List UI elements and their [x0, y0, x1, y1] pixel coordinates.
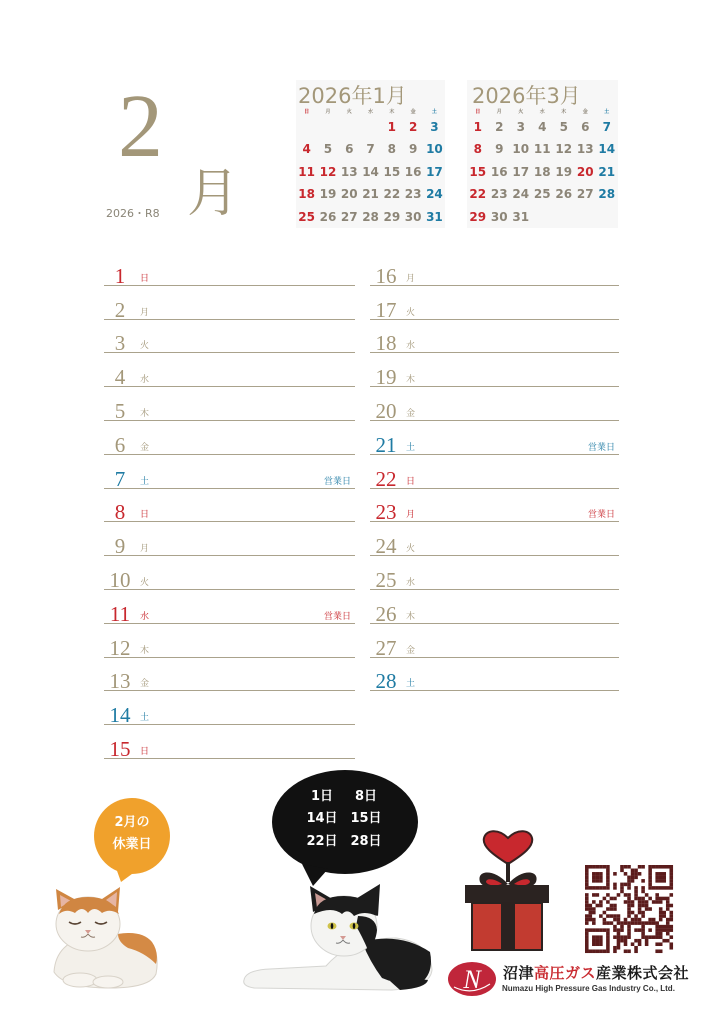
day-weekday: 火 — [406, 544, 416, 555]
day-weekday: 日 — [140, 510, 150, 521]
mini-day: 24 — [426, 187, 443, 202]
mini-day: 9 — [408, 142, 418, 157]
mini-day: 14 — [598, 142, 616, 157]
mini-day: 17 — [426, 164, 443, 179]
mini-day-empty — [553, 206, 575, 229]
mini-day: 1 — [473, 119, 482, 134]
mini-day: 10 — [512, 142, 530, 157]
month-number: 2 — [118, 77, 163, 176]
day-weekday: 火 — [406, 307, 416, 318]
day-row — [104, 624, 355, 658]
day-weekday: 火 — [140, 577, 150, 588]
day-number: 4 — [114, 365, 126, 390]
mini-day: 27 — [340, 209, 358, 224]
mini-day: 22 — [469, 187, 487, 202]
mini-weekday-header: 火 — [346, 109, 352, 115]
day-number: 2 — [114, 297, 126, 322]
day-row — [370, 353, 619, 390]
company-name — [503, 964, 689, 982]
mini-day: 27 — [576, 187, 594, 202]
day-row — [104, 658, 355, 692]
mini-day: 31 — [426, 209, 443, 224]
day-row — [104, 590, 355, 624]
mini-week-row — [467, 206, 618, 229]
mini-week-row — [296, 161, 445, 184]
day-number: 20 — [375, 398, 397, 423]
mini-day: 15 — [383, 164, 401, 179]
mini-day: 11 — [298, 164, 315, 179]
mini-weekday-header: 金 — [410, 109, 416, 115]
mini-week-row — [467, 183, 618, 206]
mini-week-row — [296, 138, 445, 161]
business-day-note: 営業日 — [587, 442, 615, 453]
day-number: 3 — [114, 331, 126, 356]
day-row — [370, 624, 619, 658]
day-number: 11 — [109, 601, 131, 626]
mini-day: 8 — [387, 142, 397, 157]
mini-week-row — [296, 183, 445, 206]
day-weekday: 土 — [406, 679, 416, 690]
mini-day: 25 — [298, 209, 315, 224]
day-row — [370, 286, 619, 320]
mini-day: 30 — [490, 209, 508, 224]
day-weekday: 月 — [406, 273, 416, 284]
company-name-part: 沼津 — [503, 964, 535, 982]
mini-day-empty — [317, 116, 338, 139]
mini-day: 10 — [426, 142, 443, 157]
day-weekday: 水 — [140, 375, 150, 386]
mini-day: 13 — [340, 164, 358, 179]
closed-day: 15日 — [350, 811, 382, 827]
day-number: 9 — [114, 534, 126, 559]
mini-day: 16 — [404, 164, 422, 179]
day-number: 26 — [375, 601, 397, 626]
gift-heart-icon — [462, 826, 552, 954]
mini-day: 8 — [473, 142, 482, 157]
day-weekday: 金 — [140, 679, 150, 690]
mini-calendar-grid — [467, 116, 618, 229]
mini-day: 2 — [495, 119, 504, 134]
day-row — [104, 252, 355, 286]
day-row — [370, 320, 619, 354]
mini-weekday-header: 土 — [604, 109, 610, 115]
mini-day: 18 — [533, 164, 551, 179]
mini-day: 3 — [516, 119, 525, 134]
day-row — [370, 658, 619, 692]
closed-days-label-line: 2月の — [114, 815, 150, 830]
mini-calendar-grid — [296, 116, 445, 229]
mini-day: 1 — [387, 119, 397, 134]
mini-day: 21 — [362, 187, 379, 202]
day-weekday: 土 — [406, 442, 416, 453]
business-day-note: 営業日 — [323, 611, 351, 622]
closed-day: 22日 — [306, 833, 338, 849]
mini-day: 13 — [576, 142, 594, 157]
day-row — [370, 556, 619, 590]
mini-day: 14 — [362, 164, 379, 179]
day-row — [104, 455, 355, 489]
day-number: 13 — [109, 669, 131, 694]
day-weekday: 土 — [140, 713, 150, 724]
day-number: 1 — [114, 263, 126, 288]
cat-black-white-icon — [240, 880, 435, 992]
company-name-part-highlight: 高圧ガス — [534, 964, 597, 982]
mini-day: 6 — [345, 142, 354, 157]
mini-weekday-header: 水 — [539, 109, 545, 115]
mini-day: 28 — [598, 187, 616, 202]
day-row — [104, 421, 355, 455]
day-number: 15 — [109, 736, 131, 761]
day-weekday: 月 — [406, 510, 416, 521]
day-weekday: 土 — [140, 476, 150, 487]
day-row — [104, 286, 355, 320]
company-name-english: Numazu High Pressure Gas Industry Co., Ltd. — [502, 984, 675, 993]
day-weekday: 火 — [140, 341, 150, 352]
day-number: 16 — [375, 263, 397, 288]
mini-day: 25 — [533, 187, 551, 202]
mini-day: 20 — [576, 164, 594, 179]
day-number: 8 — [114, 500, 126, 525]
closed-days-row — [290, 831, 400, 854]
closed-days-row — [290, 808, 400, 831]
mini-weekday-header: 木 — [389, 109, 395, 115]
day-weekday: 水 — [140, 611, 150, 622]
mini-day: 5 — [559, 119, 568, 134]
mini-day-empty — [360, 116, 381, 139]
mini-day: 30 — [404, 209, 422, 224]
day-number: 7 — [114, 466, 126, 491]
day-row — [370, 455, 619, 489]
day-row — [370, 252, 619, 286]
mini-day: 3 — [430, 119, 439, 134]
day-number: 19 — [375, 365, 397, 390]
day-row — [370, 522, 619, 559]
mini-week-row — [296, 206, 445, 229]
company-logo-icon — [446, 960, 498, 998]
day-weekday: 日 — [406, 476, 416, 487]
mini-day-empty — [339, 116, 360, 139]
day-row — [370, 421, 619, 455]
mini-day-empty — [296, 116, 317, 139]
day-number: 18 — [375, 331, 397, 356]
mini-calendar-january — [296, 80, 445, 228]
closed-day: 28日 — [350, 833, 382, 849]
mini-day: 23 — [490, 187, 508, 202]
day-weekday: 日 — [140, 746, 150, 757]
mini-day: 19 — [319, 187, 337, 202]
mini-weekday-header: 火 — [518, 109, 524, 115]
mini-day: 26 — [319, 209, 337, 224]
day-number: 28 — [375, 669, 397, 694]
mini-day: 20 — [340, 187, 358, 202]
day-number: 27 — [375, 635, 397, 660]
day-number: 17 — [375, 297, 397, 322]
mini-day: 18 — [298, 187, 315, 202]
mini-day: 22 — [383, 187, 401, 202]
day-row — [104, 489, 355, 523]
mini-weekday-header: 月 — [325, 109, 331, 115]
mini-day: 9 — [495, 142, 504, 157]
day-weekday: 金 — [406, 645, 416, 656]
day-weekday: 木 — [140, 645, 150, 656]
year-label: 2026・R8 — [106, 207, 160, 220]
day-weekday: 木 — [140, 408, 150, 419]
cat-orange-white-icon — [46, 880, 162, 992]
mini-day-empty — [532, 206, 554, 229]
mini-day: 12 — [555, 142, 573, 157]
business-day-note: 営業日 — [587, 510, 615, 521]
day-row — [104, 556, 355, 590]
day-number: 6 — [114, 432, 126, 457]
mini-weekday-header: 日 — [475, 109, 481, 115]
mini-day: 19 — [555, 164, 573, 179]
closed-day: 1日 — [310, 788, 334, 804]
mini-day: 29 — [469, 209, 487, 224]
mini-day: 5 — [323, 142, 333, 157]
mini-day: 26 — [555, 187, 573, 202]
day-weekday: 日 — [140, 273, 150, 284]
day-number: 14 — [109, 703, 131, 728]
mini-day: 7 — [602, 119, 611, 134]
mini-day: 16 — [490, 164, 508, 179]
mini-day: 29 — [383, 209, 401, 224]
day-number: 5 — [114, 398, 126, 423]
closed-days-label — [94, 812, 170, 856]
day-weekday: 金 — [406, 408, 416, 419]
mini-calendar-march — [467, 80, 618, 228]
day-row — [104, 691, 355, 728]
day-row — [370, 590, 619, 624]
mini-calendar-title: 2026年1月 — [298, 84, 407, 108]
mini-day: 4 — [538, 119, 547, 134]
day-weekday: 金 — [140, 442, 150, 453]
mini-day: 21 — [598, 164, 616, 179]
day-number: 24 — [375, 534, 397, 559]
mini-week-row — [467, 161, 618, 184]
mini-weekday-header: 月 — [496, 109, 502, 115]
closed-days-row — [290, 786, 400, 809]
day-weekday: 月 — [140, 307, 150, 318]
closed-day: 14日 — [306, 811, 338, 827]
day-weekday: 水 — [406, 577, 416, 588]
business-day-note: 営業日 — [323, 476, 351, 487]
day-weekday: 木 — [406, 611, 416, 622]
mini-day: 28 — [362, 209, 379, 224]
day-row — [104, 725, 355, 759]
month-kanji: 月 — [187, 164, 240, 224]
mini-day: 12 — [319, 164, 337, 179]
qr-code-icon — [584, 864, 674, 954]
mini-day: 4 — [302, 142, 311, 157]
mini-week-row — [467, 138, 618, 161]
mini-day-empty — [596, 206, 618, 229]
mini-day: 6 — [581, 119, 590, 134]
day-row — [370, 387, 619, 421]
closed-day: 8日 — [354, 788, 378, 804]
closed-days-list — [290, 786, 400, 854]
day-row — [104, 353, 355, 390]
mini-calendar-title: 2026年3月 — [472, 84, 581, 108]
day-number: 10 — [109, 567, 131, 592]
day-weekday: 月 — [140, 544, 150, 555]
schedule-column-left — [104, 252, 355, 759]
mini-day-empty — [575, 206, 597, 229]
mini-day: 31 — [512, 209, 530, 224]
day-number: 12 — [109, 635, 131, 660]
day-weekday: 木 — [406, 375, 416, 386]
day-row — [104, 387, 355, 421]
day-number: 23 — [375, 500, 397, 525]
mini-day: 17 — [512, 164, 530, 179]
day-number: 25 — [375, 567, 397, 592]
mini-day: 7 — [366, 142, 375, 157]
mini-weekday-header: 木 — [561, 109, 567, 115]
closed-days-label-line: 休業日 — [112, 837, 152, 852]
mini-day: 15 — [469, 164, 487, 179]
mini-weekday-header: 水 — [368, 109, 374, 115]
mini-weekday-header: 土 — [431, 109, 437, 115]
day-row — [104, 320, 355, 354]
day-number: 21 — [375, 432, 397, 457]
mini-weekday-header: 金 — [582, 109, 588, 115]
mini-day: 11 — [533, 142, 551, 157]
day-row — [370, 489, 619, 523]
mini-weekday-header: 日 — [304, 109, 310, 115]
day-weekday: 水 — [406, 341, 416, 352]
day-row — [104, 522, 355, 559]
mini-day: 23 — [404, 187, 422, 202]
company-name-part: 産業株式会社 — [596, 964, 690, 982]
mini-week-row — [467, 116, 618, 139]
mini-day: 24 — [512, 187, 530, 202]
mini-week-row — [296, 116, 445, 139]
mini-day: 2 — [408, 119, 418, 134]
logo-letter: N — [463, 965, 481, 994]
day-number: 22 — [375, 466, 397, 491]
schedule-column-right — [370, 252, 619, 694]
